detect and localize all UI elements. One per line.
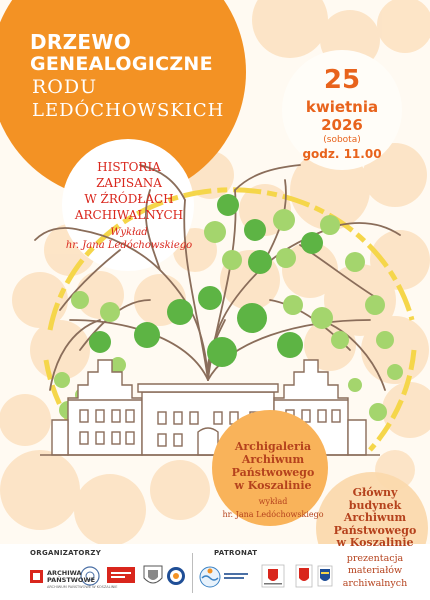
title-line-2: GENEALOGICZNE <box>30 53 213 75</box>
event2-line-7: materiałów <box>347 565 403 576</box>
event2-line-2: budynek <box>348 498 402 512</box>
logo-waves <box>200 567 220 587</box>
lecture-title-line-3: W ŹRÓDŁACH <box>84 192 174 206</box>
title-line-1: DRZEWO <box>30 30 132 54</box>
event2-line-5: w Koszalinie <box>336 536 414 549</box>
date-weekday: (sobota) <box>323 135 361 145</box>
event2-text <box>326 487 424 590</box>
event1-line-2: Archiwum <box>241 453 305 466</box>
archiwa-logo-line-1: ARCHIWA <box>47 569 82 577</box>
lecture-title-line-2: ZAPISANA <box>96 176 162 190</box>
event1-line-6: hr. Jana Ledóchowskiego <box>222 510 324 519</box>
event2-line-6: prezentacja <box>346 552 404 564</box>
logo-city-arms <box>296 565 312 587</box>
lecture-label: Wykład <box>110 227 148 238</box>
logo-760-anniversary <box>167 567 185 585</box>
archiwa-logo-text <box>47 570 95 584</box>
archiwa-logo-subtext: ARCHIWUM PAŃSTWOWE W KOSZALINIE <box>47 585 118 589</box>
event1-line-1: Archigaleria <box>234 440 312 453</box>
date-year: 2026 <box>321 116 363 134</box>
logo-archiwa-panstwowe <box>30 570 43 583</box>
lecture-title-line-4: ARCHIWALNYCH <box>74 208 184 222</box>
date-day: 25 <box>323 65 361 95</box>
event2-line-8: archiwalnych <box>342 577 408 589</box>
event2-line-1: Główny <box>352 486 398 499</box>
event1-line-5: wykład <box>258 497 288 506</box>
event1-line-3: Państwowego <box>231 466 315 479</box>
lecture-title-line-1: HISTORIA <box>97 160 161 174</box>
title-line-4: LEDÓCHOWSKICH <box>32 100 225 121</box>
logo-marshal-emblem <box>262 565 284 587</box>
event1-line-4: w Koszalinie <box>234 479 312 492</box>
logo-red-banner <box>107 567 135 583</box>
title-line-3: RODU <box>32 76 98 98</box>
date-time: godz. 11.00 <box>302 147 382 161</box>
sponsor-divider <box>192 553 193 593</box>
logo-crest <box>144 566 162 583</box>
date-month: kwietnia <box>305 98 379 116</box>
event2-line-3: Archiwum <box>343 511 407 524</box>
organizers-label: ORGANIZATORZY <box>30 549 102 557</box>
patronage-label: PATRONAT <box>214 549 258 557</box>
event1-text <box>218 440 328 521</box>
palace-building <box>40 360 380 455</box>
event2-line-4: Państwowego <box>333 523 417 537</box>
archiwa-logo-line-2: PAŃSTWOWE <box>47 576 96 584</box>
lecture-speaker: hr. Jana Ledóchowskiego <box>65 240 193 251</box>
